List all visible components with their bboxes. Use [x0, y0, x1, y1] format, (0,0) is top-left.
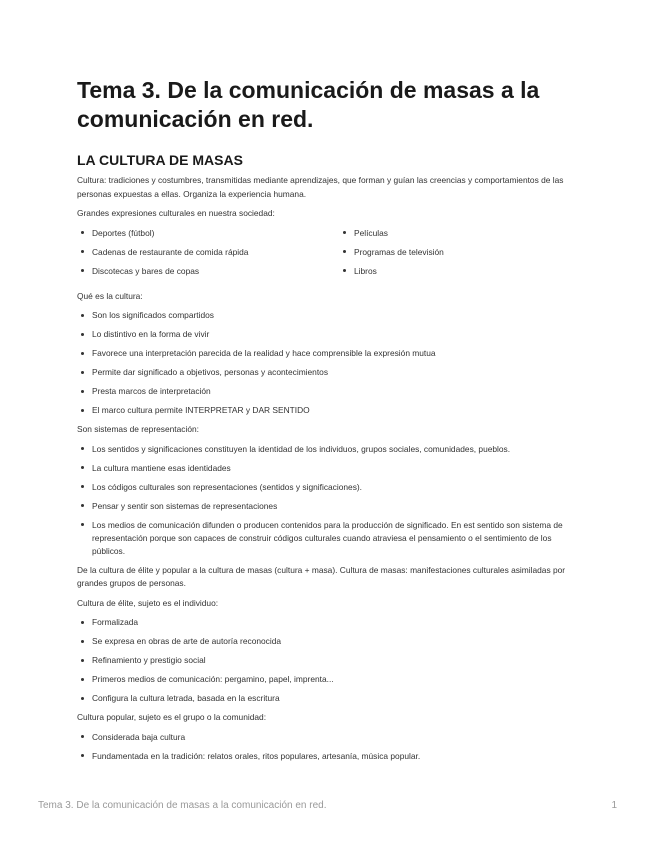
document-body [77, 76, 577, 769]
list-item: Son los significados compartidos [77, 309, 577, 322]
list-item: Configura la cultura letrada, basada en la escritura [77, 692, 577, 705]
list-item: La cultura mantiene esas identidades [77, 462, 577, 475]
que-es-list [77, 309, 577, 417]
page-title: Tema 3. De la comunicación de masas a la comunicación en red. [77, 77, 540, 132]
list-item: Discotecas y bares de copas [77, 265, 339, 278]
page-footer [38, 800, 617, 811]
list-item: Fundamentada en la tradición: relatos orales, ritos populares, artesanía, música popular. [77, 750, 577, 763]
list-item: Presta marcos de interpretación [77, 385, 577, 398]
section-heading: LA CULTURA DE MASAS [77, 152, 243, 168]
list-item: Los sentidos y significaciones constituyen la identidad de los individuos, grupos sociales, comunidades, pueblos. [77, 443, 577, 456]
list-item: Pensar y sentir son sistemas de representaciones [77, 500, 577, 513]
list-item: Los medios de comunicación difunden o producen contenidos para la producción de significado. En est sentido son sistema de representación porque son capaces de construir códigos culturales cuando atraviesa el pensamiento o el sentimiento de los públicos. [77, 519, 577, 558]
expresiones-two-column-list [77, 227, 577, 290]
popular-list [77, 731, 577, 763]
paragraph-sistemas: Son sistemas de representación: [77, 424, 199, 434]
list-item: Favorece una interpretación parecida de la realidad y hace comprensible la expresión mutua [77, 347, 577, 360]
list-item: Deportes (fútbol) [77, 227, 339, 240]
list-item: Libros [339, 265, 577, 278]
paragraph-elite: Cultura de élite, sujeto es el individuo: [77, 597, 219, 608]
paragraph-grandes-expresiones: Grandes expresiones culturales en nuestra sociedad: [77, 208, 275, 218]
list-item: Considerada baja cultura [77, 731, 577, 744]
page-number: 1 [611, 800, 617, 811]
list-item: Refinamiento y prestigio social [77, 654, 577, 667]
paragraph-cultura: Cultura: tradiciones y costumbres, transmitidas mediante aprendizajes, que forman y guían las creencias y comportamientos de las personas expuestas a ellas. Organiza la experiencia humana. [77, 175, 564, 199]
list-item: Permite dar significado a objetivos, personas y acontecimientos [77, 366, 577, 379]
list-item: Cadenas de restaurante de comida rápida [77, 246, 339, 259]
list-item: El marco cultura permite INTERPRETAR y DAR SENTIDO [77, 404, 577, 417]
list-item: Los códigos culturales son representaciones (sentidos y significaciones). [77, 481, 577, 494]
elite-list [77, 616, 577, 705]
list-item: Películas [339, 227, 577, 240]
expresiones-list-left [77, 227, 339, 284]
list-item: Lo distintivo en la forma de vivir [77, 328, 577, 341]
list-item: Se expresa en obras de arte de autoría reconocida [77, 635, 577, 648]
list-item: Primeros medios de comunicación: pergamino, papel, imprenta... [77, 673, 577, 686]
list-item: Formalizada [77, 616, 577, 629]
expresiones-list-right [339, 227, 577, 284]
footer-running-title: Tema 3. De la comunicación de masas a la comunicación en red. [38, 800, 327, 811]
list-item: Programas de televisión [339, 246, 577, 259]
sistemas-list [77, 443, 577, 558]
paragraph-que-es: Qué es la cultura: [77, 290, 143, 301]
paragraph-elite-popular: De la cultura de élite y popular a la cultura de masas (cultura + masa). Cultura de masas: manifestaciones culturales asimiladas por grandes grupos de personas. [77, 564, 566, 588]
paragraph-popular: Cultura popular, sujeto es el grupo o la comunidad: [77, 712, 267, 722]
